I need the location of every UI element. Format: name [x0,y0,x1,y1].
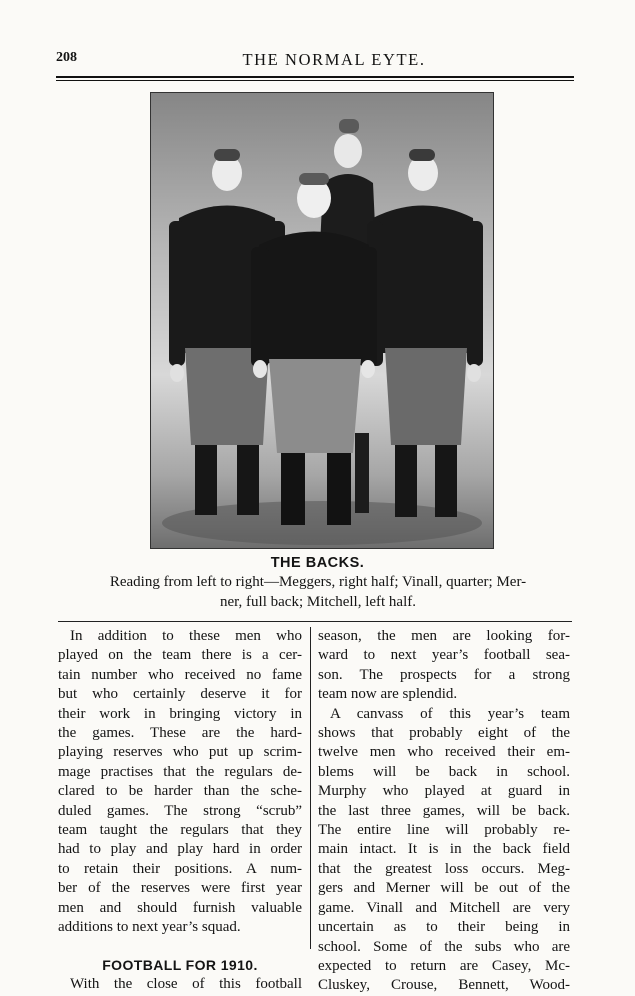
text-line: team taught the regulars that they [58,822,302,839]
text-line: but who certainly deserve it for [58,686,302,703]
text-line: that the greatest loss occurs. Meg- [318,860,570,877]
text-line: mage practises that the regulars de- [58,763,302,780]
text-line: In addition to these men who [70,628,302,644]
left-column [58,627,302,994]
column-divider [310,627,311,949]
photo-caption-title: THE BACKS. [270,555,365,571]
text-line: had to play and play hard in order [58,841,302,858]
text-line: clared to be harder than the sche- [58,783,302,800]
text-line: their work in bringing victory in [58,705,302,722]
text-line: Murphy who played at guard in [318,783,570,800]
caption-rule [58,621,572,622]
text-line: With the close of this football [70,975,302,992]
text-line: A canvass of this year’s team [330,705,570,722]
text-line: The entire line will probably re- [318,822,570,839]
text-line: twelve men who received their em- [318,744,570,761]
page-number: 208 [56,50,77,65]
team-photo [150,92,494,549]
text-line: duled games. The strong “scrub” [58,802,302,819]
text-line: the games. These are the hard- [58,725,302,742]
text-line: blems will be back in school. [318,763,570,780]
text-line: expected to return are Casey, Mc- [318,957,570,974]
header-rule-thick [56,76,574,78]
text-line: additions to next year’s squad. [58,919,241,936]
text-line: Cluskey, Crouse, Bennett, Wood- [318,977,570,994]
text-line: the last three games, will be back. [318,802,570,819]
caption-line: ner, full back; Mitchell, left half. [220,594,416,610]
players-illustration [151,93,493,548]
text-line: team now are splendid. [318,686,458,703]
text-line: tain number who received no fame [58,666,302,683]
text-line: ber of the reserves were first year [58,880,302,897]
running-title: THE NORMAL EYTE. [242,50,426,69]
text-line: ward to next year’s football sea- [318,647,570,664]
right-column [318,627,570,996]
page-header [56,48,572,70]
text-line: son. The prospects for a strong [318,666,570,683]
header-rule-thin [56,80,574,81]
text-line: gers and Merner will be out of the [318,880,570,897]
text-line: played on the team there is a cer- [58,647,302,664]
text-line: season, the men are looking for- [318,628,570,644]
text-line: game. Vinall and Mitchell are very [318,899,570,916]
text-line: playing reserves who put up scrim- [58,744,302,761]
caption-line: Reading from left to right—Meggers, right half; Vinall, quarter; Mer- [109,574,527,590]
text-line: school. Some of the subs who are [318,938,570,955]
player-right [367,149,483,517]
photo-caption [62,572,574,612]
text-line: men and should furnish valuable [58,899,302,916]
text-line: to retain their positions. A num- [58,860,302,877]
section-heading: FOOTBALL FOR 1910. [102,956,258,973]
text-line: main intact. It is in the back field [318,841,570,858]
text-line: uncertain as to their being in [318,919,570,936]
text-line: shows that probably eight of the [318,725,570,742]
